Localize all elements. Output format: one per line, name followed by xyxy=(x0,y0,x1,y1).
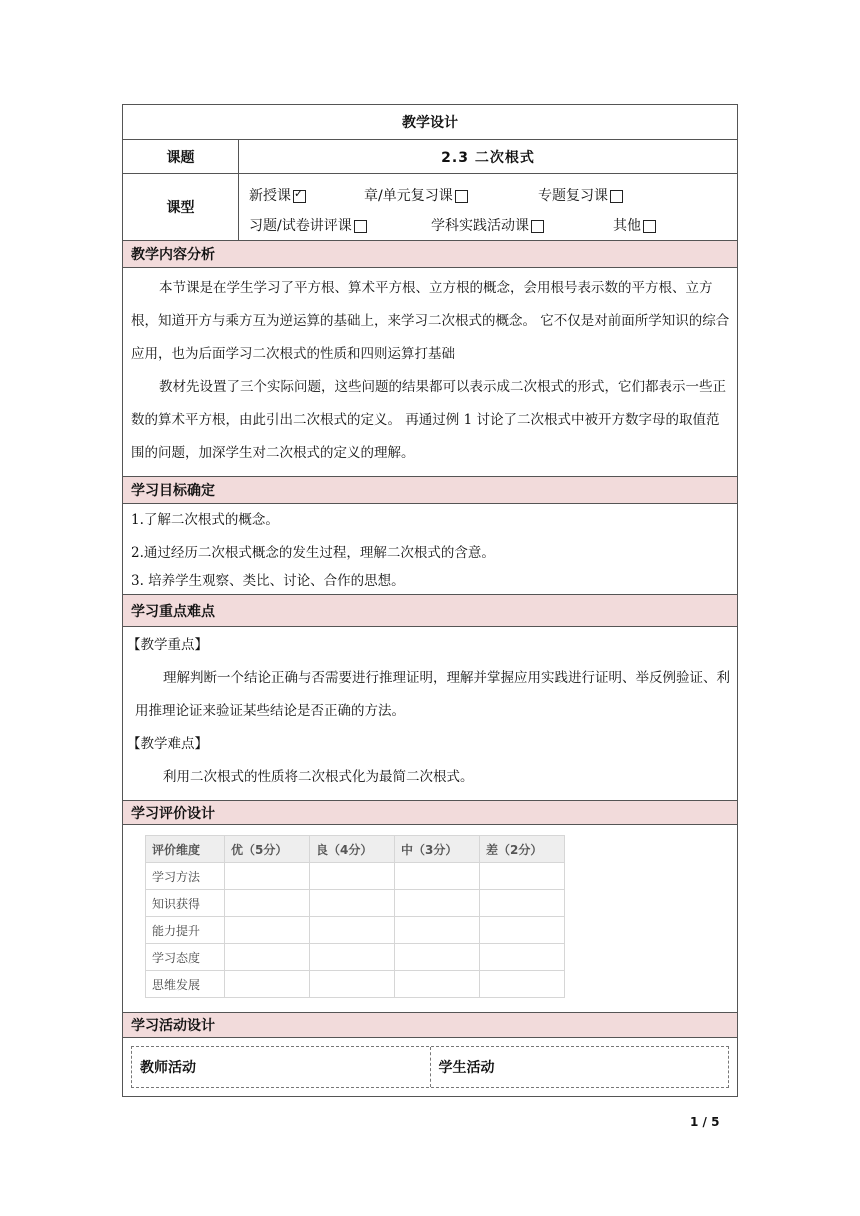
activity-section xyxy=(123,1038,737,1096)
key-points-heading: 学习重点难点 xyxy=(123,595,737,627)
option-exercise-review[interactable]: 习题/试卷讲评课 xyxy=(249,215,431,235)
eval-cell[interactable] xyxy=(225,863,310,890)
activity-heading: 学习活动设计 xyxy=(123,1013,737,1038)
lesson-type-label: 课型 xyxy=(123,174,239,240)
checkbox-icon[interactable] xyxy=(531,220,544,233)
eval-cell[interactable] xyxy=(310,890,395,917)
evaluation-header-row xyxy=(146,836,565,863)
checkbox-icon[interactable] xyxy=(354,220,367,233)
eval-cell[interactable] xyxy=(395,917,480,944)
evaluation-table-wrap xyxy=(123,825,565,1012)
content-analysis-paragraph-2: 教材先设置了三个实际问题，这些问题的结果都可以表示成二次根式的形式，它们都表示一些正数的算术平方根，由此引出二次根式的定义。 再通过例 1 讨论了二次根式中被开方数字母的取值范围的问题，加深学生对二次根式的定义的理解。 xyxy=(131,379,726,461)
eval-cell[interactable] xyxy=(225,971,310,998)
goals-list xyxy=(123,504,501,594)
eval-row-label: 学习方法 xyxy=(146,863,225,890)
eval-cell[interactable] xyxy=(480,917,565,944)
option-practice-activity[interactable]: 学科实践活动课 xyxy=(431,215,613,235)
eval-cell[interactable] xyxy=(480,944,565,971)
topic-row xyxy=(123,140,737,174)
goals-section xyxy=(123,504,737,595)
eval-row-label: 学习态度 xyxy=(146,944,225,971)
eval-cell[interactable] xyxy=(310,863,395,890)
checkbox-icon[interactable] xyxy=(610,190,623,203)
content-analysis-heading: 教学内容分析 xyxy=(123,241,737,268)
key-points-section xyxy=(123,627,737,801)
table-row xyxy=(146,890,565,917)
content-analysis-paragraph-1: 本节课是在学生学习了平方根、算术平方根、立方根的概念，会用根号表示数的平方根、立方根，知道开方与乘方互为逆运算的基础上，来学习二次根式的概念。 它不仅是对前面所学知识的综合应用，也为后面学习二次根式的性质和四则运算打基础 xyxy=(131,280,730,362)
lesson-plan-page xyxy=(122,104,738,1097)
teacher-activity-header: 教师活动 xyxy=(140,1060,196,1076)
goal-item-1: 1.了解二次根式的概念。 xyxy=(131,512,279,528)
eval-cell[interactable] xyxy=(225,917,310,944)
table-row xyxy=(146,971,565,998)
eval-cell[interactable] xyxy=(225,890,310,917)
key-points-body xyxy=(123,627,737,800)
eval-row-label: 知识获得 xyxy=(146,890,225,917)
eval-cell[interactable] xyxy=(310,944,395,971)
activity-table xyxy=(131,1046,729,1088)
option-other[interactable]: 其他 xyxy=(613,215,656,235)
eval-cell[interactable] xyxy=(395,890,480,917)
option-chapter-review[interactable]: 章/单元复习课 xyxy=(364,185,538,205)
checkbox-icon[interactable] xyxy=(643,220,656,233)
key-point-text: 理解判断一个结论正确与否需要进行推理证明，理解并掌握应用实践进行证明、举反例验证、利用推理论证来验证某些结论是否正确的方法。 xyxy=(135,670,730,719)
eval-cell[interactable] xyxy=(395,944,480,971)
checkbox-icon[interactable] xyxy=(455,190,468,203)
eval-col-excellent: 优（5分） xyxy=(225,836,310,863)
lesson-plan-table xyxy=(122,104,738,1097)
eval-col-dimension: 评价维度 xyxy=(146,836,225,863)
eval-row-label: 能力提升 xyxy=(146,917,225,944)
evaluation-section xyxy=(123,825,737,1013)
eval-col-medium: 中（3分） xyxy=(395,836,480,863)
table-row xyxy=(146,944,565,971)
option-new-lesson[interactable]: 新授课 ✓ xyxy=(249,185,364,205)
key-point-label: 【教学重点】 xyxy=(127,637,208,653)
content-analysis-body xyxy=(123,268,737,476)
checkbox-checked-icon[interactable] xyxy=(293,190,306,203)
goal-item-2: 2.通过经历二次根式概念的发生过程，理解二次根式的含意。 xyxy=(131,545,495,561)
eval-col-poor: 差（2分） xyxy=(480,836,565,863)
evaluation-table xyxy=(145,835,565,998)
content-analysis-section xyxy=(123,268,737,477)
eval-cell[interactable] xyxy=(310,917,395,944)
lesson-type-row xyxy=(123,174,737,241)
difficulty-text: 利用二次根式的性质将二次根式化为最简二次根式。 xyxy=(163,769,474,785)
eval-cell[interactable] xyxy=(480,971,565,998)
option-topic-review[interactable]: 专题复习课 xyxy=(538,185,623,205)
student-activity-header: 学生活动 xyxy=(430,1047,729,1087)
eval-row-label: 思维发展 xyxy=(146,971,225,998)
table-row xyxy=(146,917,565,944)
table-row xyxy=(146,863,565,890)
difficulty-label: 【教学难点】 xyxy=(127,736,208,752)
topic-value: 2.3 二次根式 xyxy=(441,149,535,166)
eval-cell[interactable] xyxy=(310,971,395,998)
topic-label: 课题 xyxy=(123,140,239,173)
goal-item-3: 3. 培养学生观察、类比、讨论、合作的思想。 xyxy=(131,573,405,589)
eval-col-good: 良（4分） xyxy=(310,836,395,863)
activity-table-wrap xyxy=(123,1038,737,1096)
eval-cell[interactable] xyxy=(480,863,565,890)
eval-cell[interactable] xyxy=(225,944,310,971)
lesson-type-options xyxy=(239,174,737,240)
eval-cell[interactable] xyxy=(395,863,480,890)
page-number: 1 / 5 xyxy=(690,1115,720,1129)
evaluation-heading: 学习评价设计 xyxy=(123,801,737,825)
eval-cell[interactable] xyxy=(395,971,480,998)
goals-heading: 学习目标确定 xyxy=(123,477,737,504)
eval-cell[interactable] xyxy=(480,890,565,917)
table-title: 教学设计 xyxy=(123,105,737,140)
